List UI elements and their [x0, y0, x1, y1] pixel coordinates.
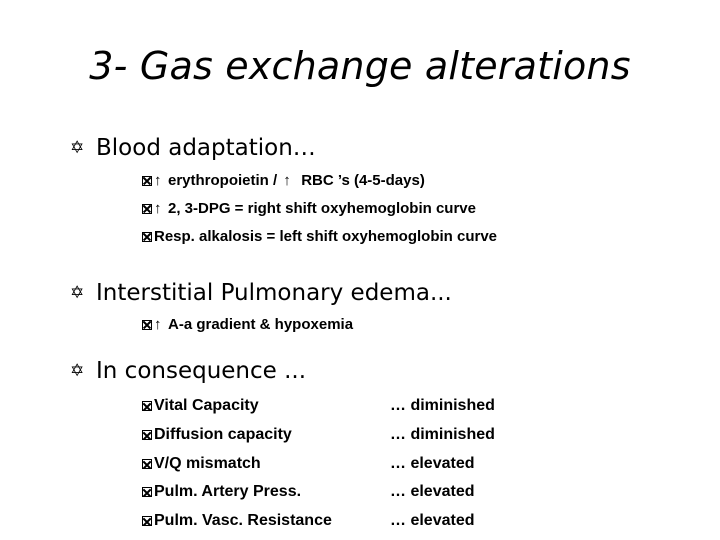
- up-arrow-icon: ↑: [154, 316, 162, 333]
- item-text: erythropoietin /: [168, 172, 278, 189]
- checkbox-x-icon: [142, 516, 152, 526]
- item-value: … diminished: [390, 397, 495, 414]
- item-value: … elevated: [390, 483, 475, 500]
- item-label: Pulm. Vasc. Resistance: [154, 512, 332, 529]
- item-label: Pulm. Artery Press.: [154, 483, 302, 500]
- item-text: Resp. alkalosis = left shift oxyhemoglobin curve: [154, 228, 498, 245]
- up-arrow-icon: ↑: [154, 172, 162, 189]
- list-item: [142, 200, 476, 217]
- checkbox-x-icon: [142, 459, 152, 469]
- section-heading: In consequence ...: [96, 358, 307, 384]
- star-of-david-icon: ✡: [70, 360, 85, 381]
- item-value: … elevated: [390, 455, 475, 472]
- item-value: … elevated: [390, 512, 475, 529]
- list-item: [142, 483, 301, 501]
- item-text: A-a gradient & hypoxemia: [168, 316, 354, 333]
- list-item: [142, 316, 353, 333]
- up-arrow-icon: ↑: [154, 200, 162, 217]
- slide-title: 3- Gas exchange alterations: [89, 44, 631, 88]
- bullet-in-consequence: [70, 358, 306, 384]
- star-of-david-icon: ✡: [70, 282, 85, 303]
- up-arrow-icon: ↑: [283, 172, 291, 189]
- section-heading: Interstitial Pulmonary edema...: [96, 280, 452, 306]
- item-text: RBC ’s (4-5-days): [301, 172, 425, 189]
- item-label: V/Q mismatch: [154, 455, 261, 472]
- item-label: Diffusion capacity: [154, 426, 292, 443]
- list-item: [142, 426, 292, 444]
- checkbox-x-icon: [142, 430, 152, 440]
- list-item: [142, 455, 261, 473]
- list-item: [142, 228, 497, 245]
- bullet-interstitial-edema: [70, 280, 452, 306]
- item-text: 2, 3-DPG = right shift oxyhemoglobin curve: [168, 200, 476, 217]
- bullet-blood-adaptation: [70, 135, 316, 161]
- section-heading: Blood adaptation…: [96, 135, 316, 161]
- list-item: [142, 172, 425, 189]
- item-label: Vital Capacity: [154, 397, 259, 414]
- list-item: [142, 512, 332, 530]
- checkbox-x-icon: [142, 176, 152, 186]
- list-item: [142, 397, 259, 415]
- item-value: … diminished: [390, 426, 495, 443]
- star-of-david-icon: ✡: [70, 137, 85, 158]
- checkbox-x-icon: [142, 320, 152, 330]
- checkbox-x-icon: [142, 204, 152, 214]
- checkbox-x-icon: [142, 487, 152, 497]
- checkbox-x-icon: [142, 401, 152, 411]
- checkbox-x-icon: [142, 232, 152, 242]
